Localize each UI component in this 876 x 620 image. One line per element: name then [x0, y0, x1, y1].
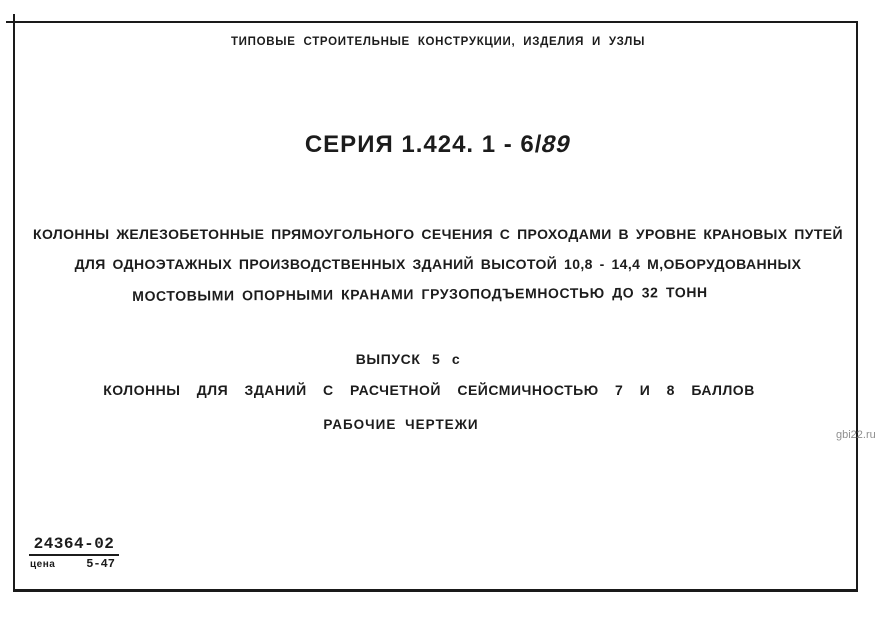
title-line: КОЛОННЫ ЖЕЛЕЗОБЕТОННЫЕ ПРЯМОУГОЛЬНОГО СЕЧЕНИЯ С ПРОХОДАМИ В УРОВНЕ КРАНОВЫХ ПУТЕЙ [33, 226, 843, 242]
series-title [0, 131, 876, 159]
issue-label: ВЫПУСК 5 с [355, 351, 461, 367]
title-line: ДЛЯ ОДНОЭТАЖНЫХ ПРОИЗВОДСТВЕННЫХ ЗДАНИЙ ВЫСОТОЙ 10,8 - 14,4 М,ОБОРУДОВАННЫХ [74, 256, 802, 272]
site-watermark: gbi22.ru [836, 429, 876, 441]
category-header: ТИПОВЫЕ СТРОИТЕЛЬНЫЕ КОНСТРУКЦИИ, ИЗДЕЛИЯ И УЗЛЫ [230, 36, 646, 48]
frame-corner-overshoot-horizontal [6, 21, 15, 23]
series-title-prefix: СЕРИЯ 1.424. 1 - 6/ [304, 131, 543, 158]
stamp-code: 24364-02 [29, 535, 119, 556]
stamp-price-row [29, 557, 119, 571]
stamp-price-label: цена [30, 559, 56, 570]
series-title-year-handwritten: 89 [539, 131, 575, 158]
title-line: МОСТОВЫМИ ОПОРНЫМИ КРАНАМИ ГРУЗОПОДЪЕМНОСТЬЮ ДО 32 ТОНН [132, 283, 708, 305]
stamp-price-value: 5-47 [86, 557, 115, 571]
price-stamp [29, 535, 119, 571]
document-type-label: РАБОЧИЕ ЧЕРТЕЖИ [323, 417, 479, 432]
seismic-subtitle: КОЛОННЫ ДЛЯ ЗДАНИЙ С РАСЧЕТНОЙ СЕЙСМИЧНОСТЬЮ 7 И 8 БАЛЛОВ [103, 382, 755, 398]
page-border-frame [13, 21, 858, 592]
